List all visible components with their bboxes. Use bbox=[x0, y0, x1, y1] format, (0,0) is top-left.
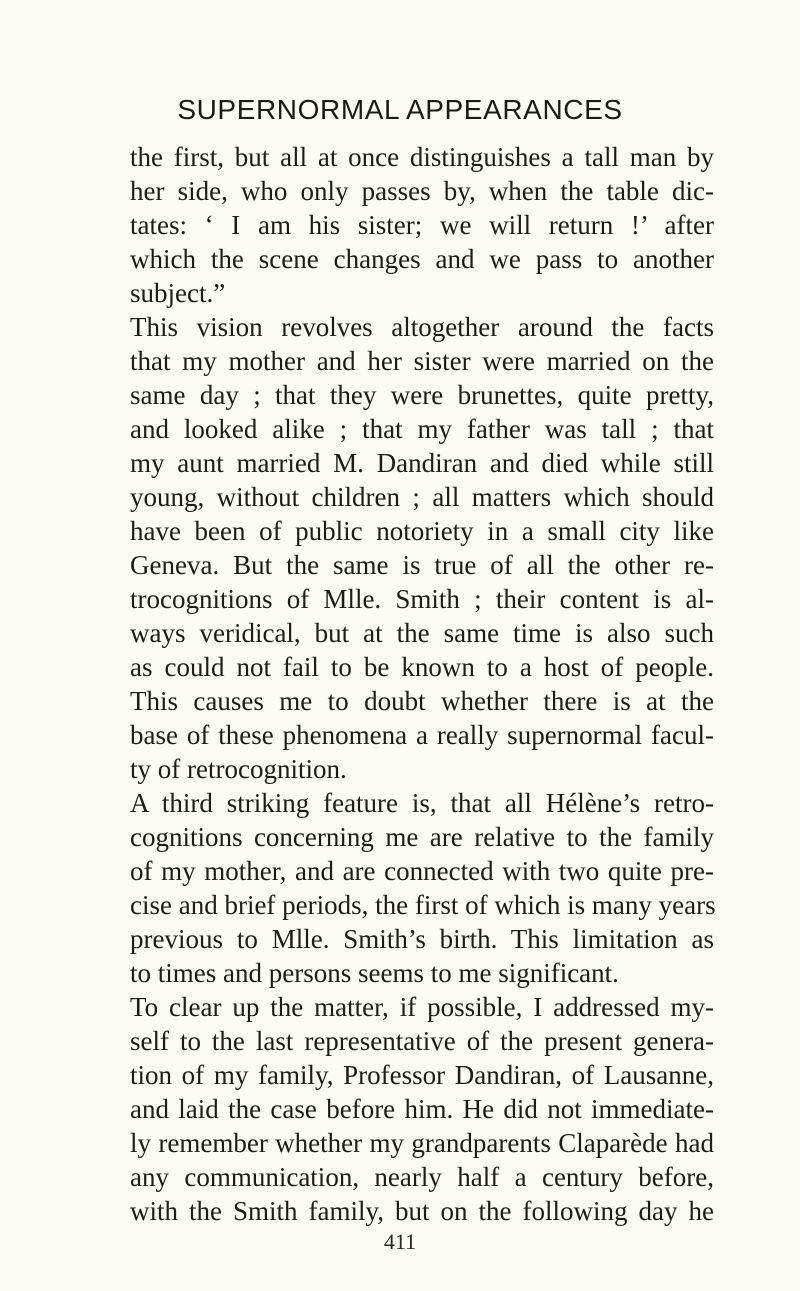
text-line: any communication, nearly half a century before, bbox=[130, 1162, 714, 1192]
paragraph-start-line: To clear up the matter, if possible, I addressed my- bbox=[130, 992, 714, 1022]
text-line: have been of public notoriety in a small city like bbox=[130, 516, 714, 546]
text-line: which the scene changes and we pass to another bbox=[130, 244, 714, 274]
text-line: of my mother, and are connected with two quite pre- bbox=[130, 856, 714, 886]
text-line: cise and brief periods, the first of which is many years bbox=[130, 890, 716, 920]
paragraph-start-line: A third striking feature is, that all Hélène’s retro- bbox=[130, 788, 714, 818]
text-line: Geneva. But the same is true of all the other re- bbox=[130, 550, 714, 580]
text-line: and laid the case before him. He did not immediate- bbox=[130, 1094, 714, 1124]
text-line: This causes me to doubt whether there is at the bbox=[130, 686, 714, 716]
text-line: trocognitions of Mlle. Smith ; their content is al- bbox=[130, 584, 714, 614]
text-line: tion of my family, Professor Dandiran, of Lausanne, bbox=[130, 1060, 714, 1090]
text-line: as could not fail to be known to a host of people. bbox=[130, 652, 714, 682]
text-line: that my mother and her sister were married on the bbox=[130, 346, 714, 376]
text-line: subject.” bbox=[130, 278, 226, 308]
running-head: SUPERNORMAL APPEARANCES bbox=[177, 94, 623, 125]
text-line: same day ; that they were brunettes, quite pretty, bbox=[130, 380, 714, 410]
text-line: her side, who only passes by, when the table dic- bbox=[130, 176, 714, 206]
text-line: ty of retrocognition. bbox=[130, 754, 347, 784]
text-line: the first, but all at once distinguishes a tall man by bbox=[130, 142, 714, 172]
text-line: to times and persons seems to me significant. bbox=[130, 958, 619, 988]
text-line: base of these phenomena a really supernormal facul- bbox=[130, 720, 714, 750]
text-line: cognitions concerning me are relative to the family bbox=[130, 822, 714, 852]
text-line: and looked alike ; that my father was tall ; that bbox=[130, 414, 714, 444]
text-line: with the Smith family, but on the following day he bbox=[130, 1196, 714, 1226]
text-line: my aunt married M. Dandiran and died while still bbox=[130, 448, 714, 478]
text-line: tates: ‘ I am his sister; we will return !’ after bbox=[130, 210, 714, 240]
text-line: young, without children ; all matters which should bbox=[130, 482, 714, 512]
text-line: self to the last representative of the present genera- bbox=[130, 1026, 714, 1056]
page-number: 411 bbox=[383, 1229, 417, 1254]
text-line: ly remember whether my grandparents Claparède had bbox=[130, 1128, 714, 1158]
text-line: previous to Mlle. Smith’s birth. This limitation as bbox=[130, 924, 714, 954]
text-line: ways veridical, but at the same time is also such bbox=[130, 618, 714, 648]
paragraph-start-line: This vision revolves altogether around the facts bbox=[130, 312, 714, 342]
